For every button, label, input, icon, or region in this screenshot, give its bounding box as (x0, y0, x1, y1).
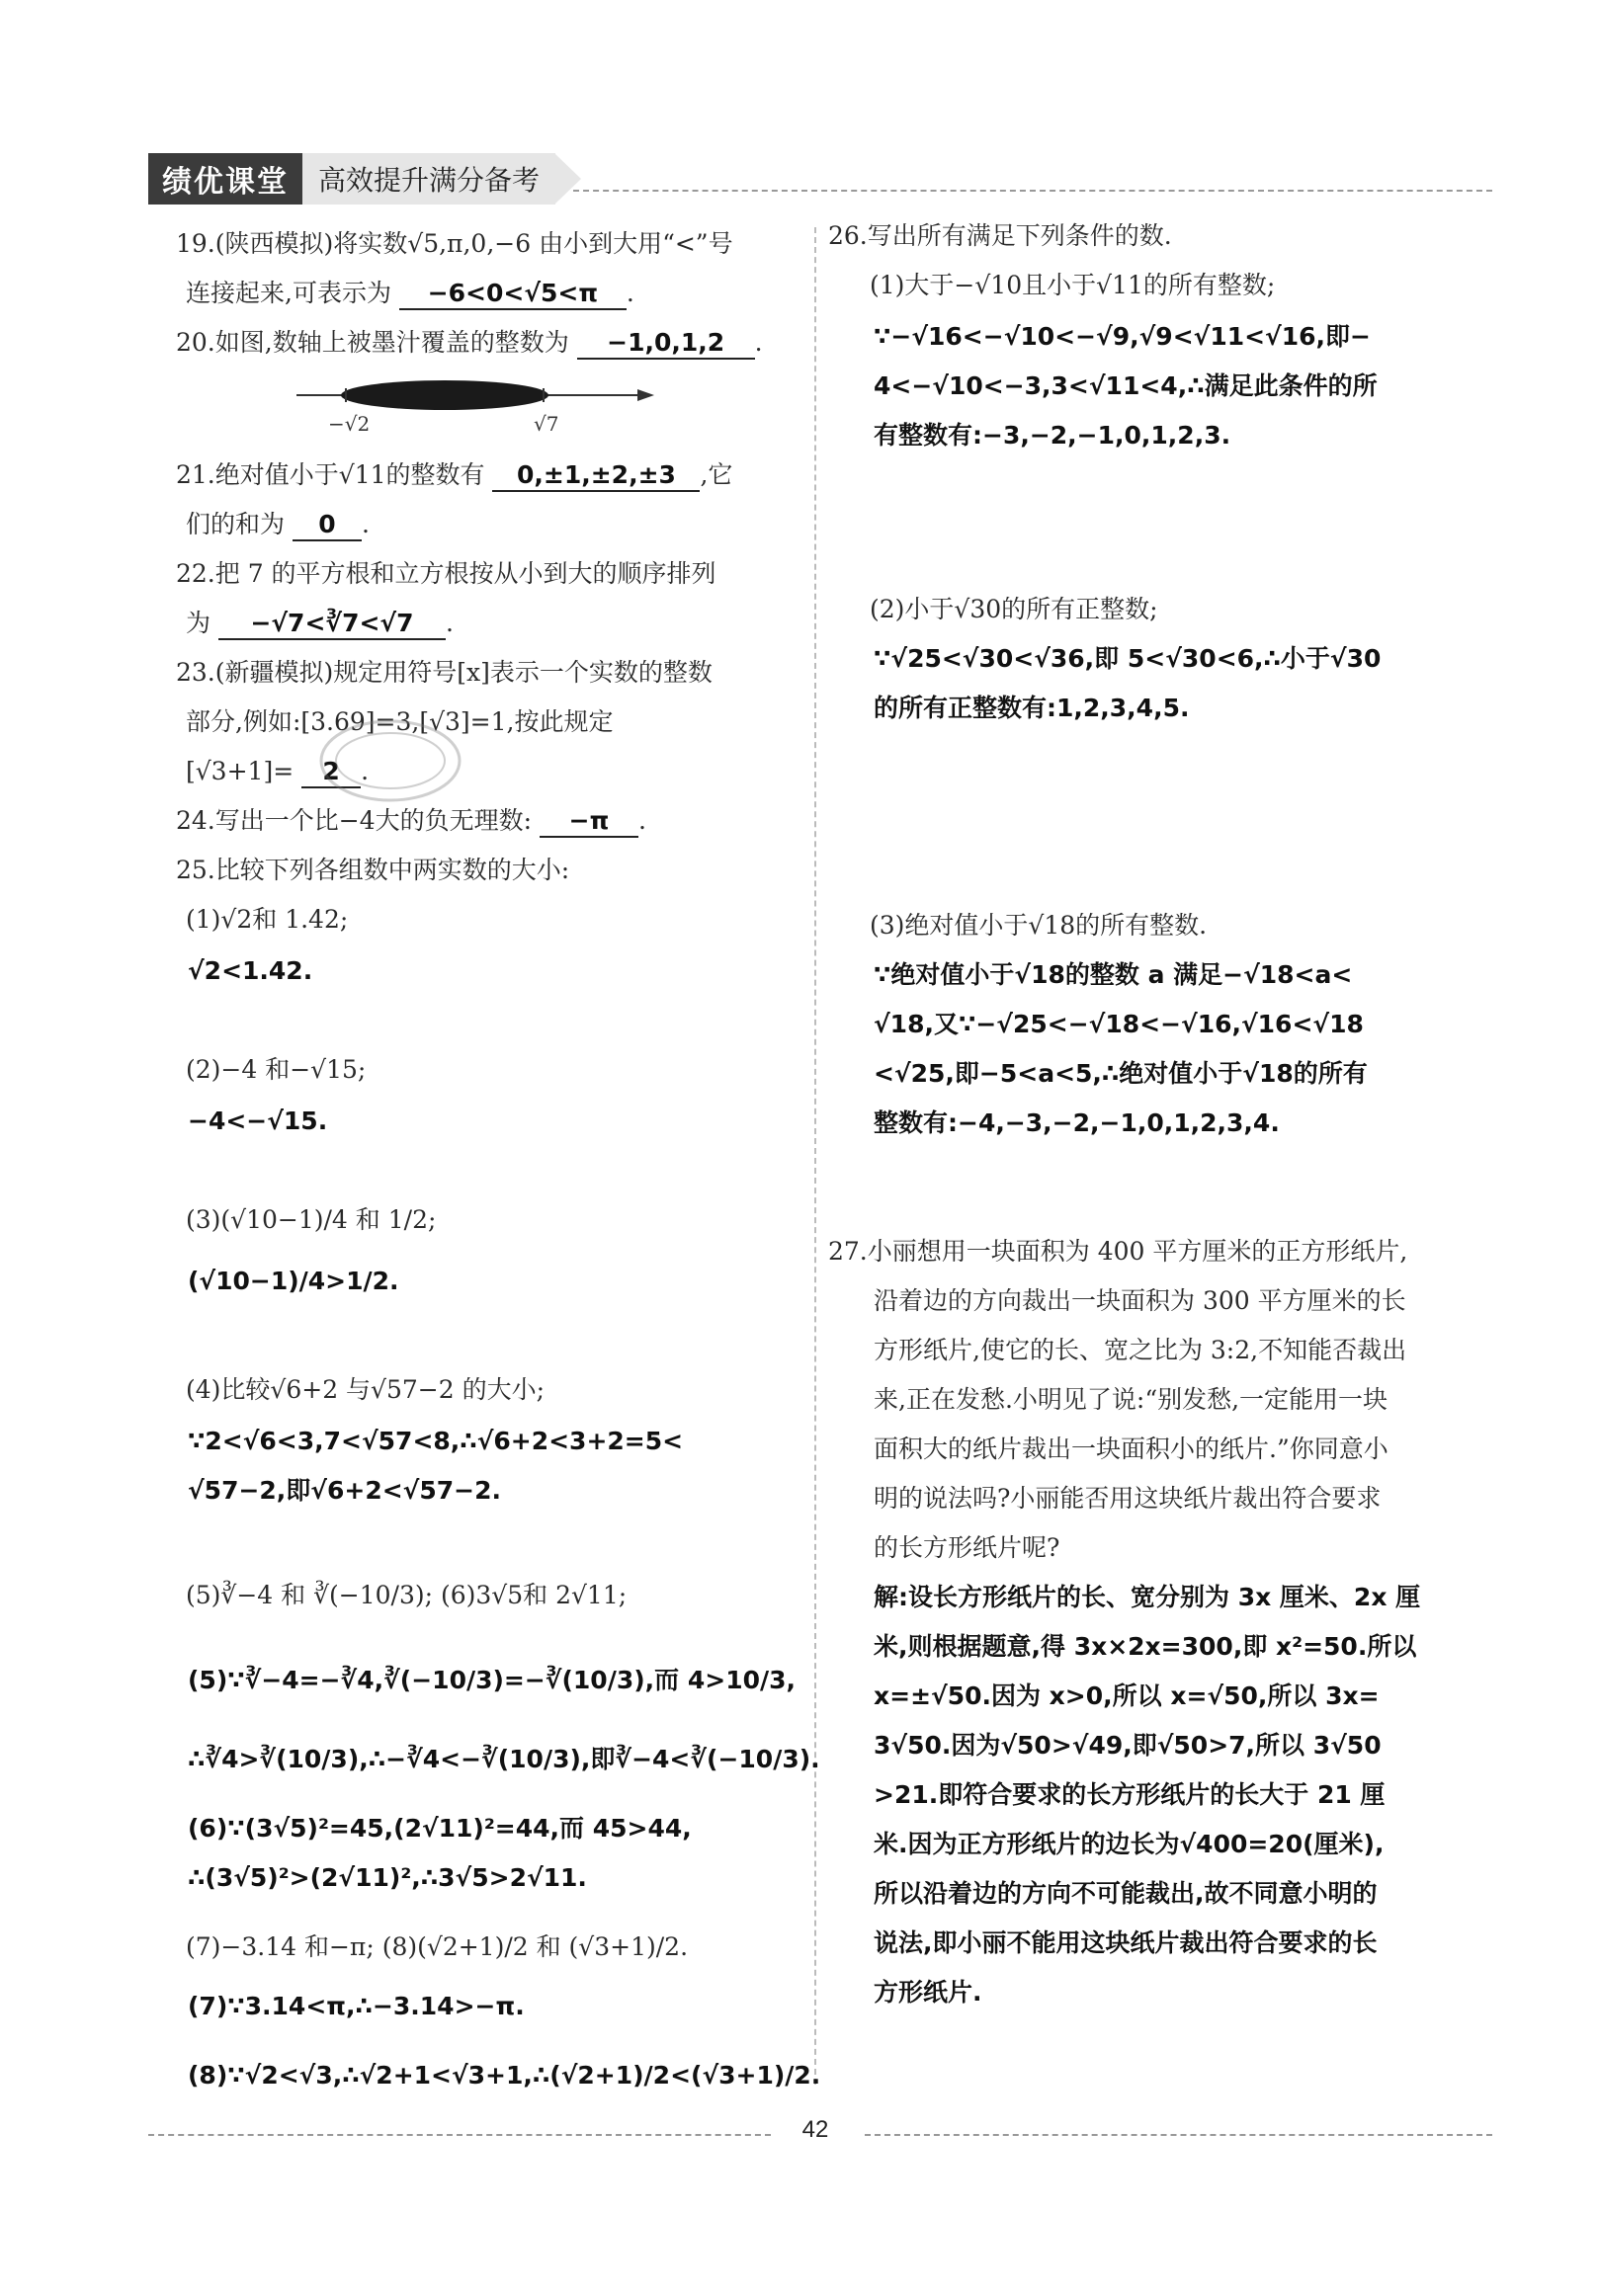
page-number: 42 (801, 2116, 829, 2143)
q25-part6-answer-line1: (6)∵(3√5)²=45,(2√11)²=44,而 45>44, (188, 1814, 692, 1843)
question-19-line2: 连接起来,可表示为 −6<0<√5<π . (186, 269, 634, 318)
q26-part2-answer-line1: ∵√25<√30<√36,即 5<√30<6,∴小于√30 (874, 644, 1382, 673)
q26-part1-answer-line3: 有整数有:−3,−2,−1,0,1,2,3. (874, 421, 1231, 450)
question-27-line4: 来,正在发愁.小明见了说:“别发愁,一定能用一块 (874, 1385, 1388, 1414)
q26-part2-question: (2)小于√30的所有正整数; (870, 595, 1158, 623)
q26-part1-answer-line1: ∵−√16<−√10<−√9,√9<√11<√16,即− (874, 322, 1371, 351)
question-21-answer-1: 0,±1,±2,±3 (492, 460, 700, 492)
answer-27-line1: 解:设长方形纸片的长、宽分别为 3x 厘米、2x 厘 (874, 1583, 1421, 1611)
q26-part3-question: (3)绝对值小于√18的所有整数. (870, 911, 1208, 940)
question-23-stem: [√3+1]= (186, 757, 294, 785)
header-subtitle: 高效提升满分备考 (302, 153, 555, 205)
question-24-stem: 24.写出一个比−4大的负无理数: (176, 806, 533, 835)
question-27-line7: 的长方形纸片呢? (874, 1533, 1060, 1562)
q26-part1-question: (1)大于−√10且小于√11的所有整数; (870, 271, 1276, 299)
answer-27-line2: 米,则根据题意,得 3x×2x=300,即 x²=50.所以 (874, 1632, 1417, 1661)
question-27-line5: 面积大的纸片裁出一块面积小的纸片.”你同意小 (874, 1435, 1388, 1463)
footer-divider-left (148, 2134, 771, 2136)
answer-27-line4: 3√50.因为√50>√49,即√50>7,所以 3√50 (874, 1731, 1382, 1760)
question-27-line6: 明的说法吗?小丽能否用这块纸片裁出符合要求 (874, 1484, 1382, 1513)
question-19-answer: −6<0<√5<π (399, 279, 627, 310)
question-26: 26.写出所有满足下列条件的数. (828, 221, 1172, 250)
question-21-line2: 们的和为 0 . (186, 500, 370, 549)
answer-27-line8: 说法,即小丽不能用这块纸片裁出符合要求的长 (874, 1928, 1378, 1957)
question-24: 24.写出一个比−4大的负无理数: −π . (176, 796, 646, 846)
column-divider (814, 227, 816, 2085)
q25-part3-question: (3)(√10−1)/4 和 1/2; (186, 1205, 437, 1234)
question-23-line2: 部分,例如:[3.69]=3,[√3]=1,按此规定 (186, 707, 614, 736)
ink-blot (341, 380, 548, 410)
q25-part5-answer-line1: (5)∵∛−4=−∛4,∛(−10/3)=−∛(10/3),而 4>10/3, (188, 1666, 797, 1694)
q26-part3-answer-line1: ∵绝对值小于√18的整数 a 满足−√18<a< (874, 960, 1353, 989)
question-22-line2: 为 −√7<∛7<√7 . (186, 599, 454, 648)
question-22-line1: 22.把 7 的平方根和立方根按从小到大的顺序排列 (176, 559, 716, 588)
question-21-stem-2: 们的和为 (186, 510, 286, 538)
q25-part7-answer: (7)∵3.14<π,∴−3.14>−π. (188, 1992, 525, 2020)
number-line-label-left: −√2 (328, 412, 371, 436)
q25-part7-8-question: (7)−3.14 和−π; (8)(√2+1)/2 和 (√3+1)/2. (186, 1932, 689, 1961)
q25-part1-question: (1)√2和 1.42; (186, 905, 349, 934)
question-20-stem: 20.如图,数轴上被墨汁覆盖的整数为 (176, 328, 569, 357)
q26-part1-answer-line2: 4<−√10<−3,3<√11<4,∴满足此条件的所 (874, 371, 1378, 400)
question-23-answer: 2 (301, 757, 361, 788)
q25-part4-answer-line2: √57−2,即√6+2<√57−2. (188, 1476, 501, 1505)
q25-part2-answer: −4<−√15. (188, 1107, 328, 1135)
question-25: 25.比较下列各组数中两实数的大小: (176, 856, 570, 884)
question-23-line1: 23.(新疆模拟)规定用符号[x]表示一个实数的整数 (176, 658, 713, 687)
q25-part5-answer-line2: ∴∛4>∛(10/3),∴−∛4<−∛(10/3),即∛−4<∛(−10/3). (188, 1745, 820, 1773)
q25-part8-answer: (8)∵√2<√3,∴√2+1<√3+1,∴(√2+1)/2<(√3+1)/2. (188, 2061, 821, 2090)
question-21-stem: 21.绝对值小于√11的整数有 (176, 460, 485, 489)
q25-part6-answer-line2: ∴(3√5)²>(2√11)²,∴3√5>2√11. (188, 1863, 587, 1892)
question-21-line1 (176, 451, 732, 500)
q25-part5-6-question: (5)∛−4 和 ∛(−10/3); (6)3√5和 2√11; (186, 1581, 628, 1609)
question-27-line2: 沿着边的方向裁出一块面积为 300 平方厘米的长 (874, 1286, 1406, 1315)
q26-part3-answer-line3: <√25,即−5<a<5,∴绝对值小于√18的所有 (874, 1059, 1368, 1088)
footer-divider-right (865, 2134, 1492, 2136)
question-27-line1: 27.小丽想用一块面积为 400 平方厘米的正方形纸片, (828, 1237, 1408, 1266)
number-line-figure (287, 373, 662, 452)
number-line-arrow-icon (637, 389, 654, 401)
question-19-stem: 连接起来,可表示为 (186, 279, 391, 307)
question-20: 20.如图,数轴上被墨汁覆盖的整数为 −1,0,1,2 . (176, 318, 763, 368)
q25-part4-question: (4)比较√6+2 与√57−2 的大小; (186, 1375, 546, 1404)
number-line-label-right: √7 (534, 412, 559, 436)
question-24-answer: −π (540, 806, 638, 838)
header-arrow-icon (555, 154, 581, 204)
question-19-line1: 19.(陕西模拟)将实数√5,π,0,−6 由小到大用“<”号 (176, 229, 733, 258)
answer-27-line3: x=±√50.因为 x>0,所以 x=√50,所以 3x= (874, 1681, 1380, 1710)
answer-27-line6: 米.因为正方形纸片的边长为√400=20(厘米), (874, 1830, 1385, 1858)
watermark-stamp (316, 716, 464, 805)
question-22-answer: −√7<∛7<√7 (218, 609, 446, 640)
q26-part2-answer-line2: 的所有正整数有:1,2,3,4,5. (874, 694, 1190, 722)
q25-part3-answer: (√10−1)/4>1/2. (188, 1267, 399, 1295)
q25-part1-answer: √2<1.42. (188, 956, 313, 985)
q25-part2-question: (2)−4 和−√15; (186, 1055, 367, 1084)
answer-27-line7: 所以沿着边的方向不可能裁出,故不同意小明的 (874, 1879, 1378, 1908)
header-badge: 绩优课堂 (148, 153, 302, 205)
q25-part4-answer-line1: ∵2<√6<3,7<√57<8,∴√6+2<3+2=5< (188, 1427, 684, 1455)
answer-27-line5: >21.即符合要求的长方形纸片的长大于 21 厘 (874, 1780, 1386, 1809)
question-23-line3: [√3+1]= 2 . (186, 747, 369, 796)
question-21-answer-2: 0 (293, 510, 362, 541)
q26-part3-answer-line4: 整数有:−4,−3,−2,−1,0,1,2,3,4. (874, 1108, 1280, 1137)
header-divider (573, 190, 1492, 192)
question-21-tail: ,它 (700, 460, 733, 489)
q26-part3-answer-line2: √18,又∵−√25<−√18<−√16,√16<√18 (874, 1010, 1364, 1038)
question-20-answer: −1,0,1,2 (577, 328, 755, 360)
answer-27-line9: 方形纸片. (874, 1978, 982, 2007)
question-27-line3: 方形纸片,使它的长、宽之比为 3:2,不知能否裁出 (874, 1336, 1407, 1364)
page-header (148, 154, 581, 204)
question-22-stem: 为 (186, 609, 211, 637)
